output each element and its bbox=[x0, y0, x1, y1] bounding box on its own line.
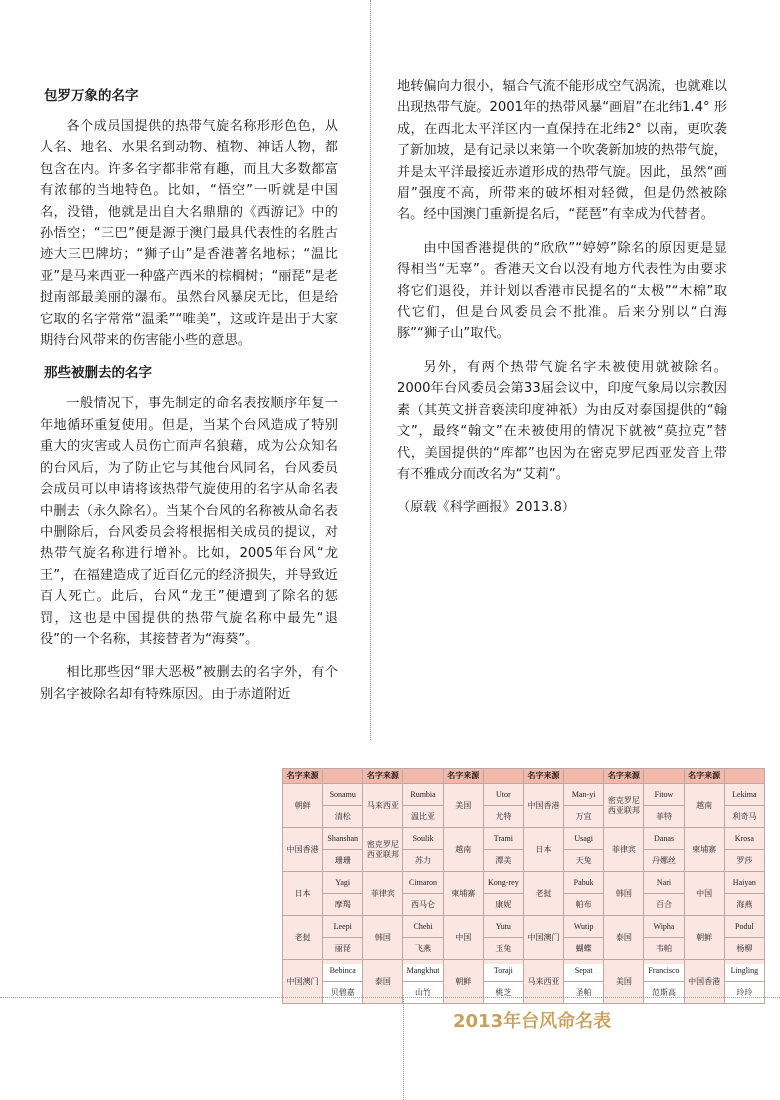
english-name-cell: Rumbia bbox=[403, 784, 443, 806]
name-source-cell: 中国香港 bbox=[523, 784, 563, 828]
name-source-cell: 泰国 bbox=[363, 960, 403, 1004]
typhoon-name-table bbox=[282, 768, 765, 997]
english-name-cell: Sepat bbox=[564, 960, 604, 982]
chinese-name-cell: 珊珊 bbox=[323, 850, 363, 872]
paragraph: 由中国香港提供的“欣欣”“婷婷”除名的原因更是显得相当“无辜”。香港天文台以没有地方代表性为由要求将它们退役，并计划以香港市民提名的“太极”“木棉”取代它们，但是台风委员会不批准。后来分别以“白海豚”“狮子山”取代。 bbox=[397, 240, 727, 342]
english-name-cell: Fitow bbox=[644, 784, 684, 806]
english-name-cell: Soulik bbox=[403, 828, 443, 850]
chinese-name-cell: 苏力 bbox=[403, 850, 443, 872]
table-header-blank bbox=[564, 769, 604, 784]
section-heading-deleted-names: 那些被删去的名字 bbox=[44, 365, 152, 382]
table-header-source: 名字来源 bbox=[604, 769, 644, 784]
chinese-name-cell: 杨柳 bbox=[724, 938, 764, 960]
chinese-name-cell: 山竹 bbox=[403, 982, 443, 1004]
paragraph: 另外，有两个热带气旋名字未被使用就被除名。2000年台风委员会第33届会议中，印度气象局以宗教因素（其英文拼音亵渎印度神祇）为由反对泰国提供的“翰文”，最终“翰文”在未被使用的情况下就被“莫拉克”替代，美国提供的“库都”也因为在密克罗尼西亚发音上带有不雅成分而改名为“艾莉”。 bbox=[397, 359, 727, 482]
table-header-row bbox=[283, 769, 765, 784]
chinese-name-cell: 罗莎 bbox=[724, 850, 764, 872]
bottom-divider bbox=[0, 997, 780, 998]
english-name-cell: Podul bbox=[724, 916, 764, 938]
english-name-cell: Danas bbox=[644, 828, 684, 850]
english-name-cell: Chebi bbox=[403, 916, 443, 938]
name-source-cell: 中国 bbox=[684, 872, 724, 916]
english-name-cell: Usagi bbox=[564, 828, 604, 850]
name-source-cell: 美国 bbox=[604, 960, 644, 1004]
bottom-vertical-divider bbox=[403, 995, 404, 1100]
english-name-cell: Leepi bbox=[323, 916, 363, 938]
paragraph: 各个成员国提供的热带气旋名称形形色色，从人名、地名、水果名到动物、植物、神话人物，都包含在内。许多名字都非常有趣，而且大多数都富有浓郁的当地特色。比如，“悟空”一听就是中国名，没错，他就是出自大名鼎鼎的《西游记》中的孙悟空；“三巴”便是源于澳门最具代表性的名胜古迹大三巴牌坊；“狮子山”是香港著名地标；“温比亚”是马来西亚一种盛产西米的棕榈树；“丽琵”是老挝南部最美丽的瀑布。虽然台风暴戾无比，但是给它取的名字常常“温柔”“唯美”，这或许是出于大家期待台风带来的伤害能小些的意思。 bbox=[40, 119, 338, 349]
chinese-name-cell: 丹娜丝 bbox=[644, 850, 684, 872]
table-header-source: 名字来源 bbox=[443, 769, 483, 784]
english-name-cell: Lingling bbox=[724, 960, 764, 982]
name-source-cell: 朝鲜 bbox=[443, 960, 483, 1004]
english-name-cell: Toraji bbox=[483, 960, 523, 982]
english-name-cell: Cimaron bbox=[403, 872, 443, 894]
name-source-cell: 朝鲜 bbox=[283, 784, 323, 828]
name-source-cell: 柬埔寨 bbox=[684, 828, 724, 872]
name-source-cell: 老挝 bbox=[283, 916, 323, 960]
name-source-cell: 韩国 bbox=[604, 872, 644, 916]
name-source-cell: 菲律宾 bbox=[363, 872, 403, 916]
paragraph: 相比那些因“罪大恶极”被删去的名字外，有个别名字被除名却有特殊原因。由于赤道附近 bbox=[40, 665, 338, 702]
name-source-cell: 韩国 bbox=[363, 916, 403, 960]
table-row bbox=[283, 828, 765, 850]
name-source-cell: 老挝 bbox=[523, 872, 563, 916]
english-name-cell: Yagi bbox=[323, 872, 363, 894]
paragraph-continued: 地转偏向力很小，辐合气流不能形成空气涡流，也就难以出现热带气旋。2001年的热带风暴“画眉”在北纬1.4° 形成，在西北太平洋区内一直保持在北纬2° 以南，更吹袭了新加坡，是有记录以来第一个吹袭新加坡的热带气旋，并是太平洋最接近赤道形成的热带气旋。因此，虽然“画眉”强度不高，所带来的破坏相对轻微，但是仍然被除名。经中国澳门重新提名后，“琵琶”有幸成为代替者。 bbox=[397, 79, 727, 223]
chinese-name-cell: 百合 bbox=[644, 894, 684, 916]
chinese-name-cell: 范斯高 bbox=[644, 982, 684, 1004]
table-header-blank bbox=[644, 769, 684, 784]
chinese-name-cell: 温比亚 bbox=[403, 806, 443, 828]
name-source-cell: 中国澳门 bbox=[283, 960, 323, 1004]
name-source-cell: 中国香港 bbox=[283, 828, 323, 872]
chinese-name-cell: 康妮 bbox=[483, 894, 523, 916]
chinese-name-cell: 万宜 bbox=[564, 806, 604, 828]
english-name-cell: Krosa bbox=[724, 828, 764, 850]
chinese-name-cell: 韦帕 bbox=[644, 938, 684, 960]
table-header-source: 名字来源 bbox=[363, 769, 403, 784]
english-name-cell: Sonamu bbox=[323, 784, 363, 806]
english-name-cell: Francisco bbox=[644, 960, 684, 982]
chinese-name-cell: 玉兔 bbox=[483, 938, 523, 960]
name-source-cell: 马来西亚 bbox=[523, 960, 563, 1004]
name-source-cell: 日本 bbox=[523, 828, 563, 872]
table-header-source: 名字来源 bbox=[283, 769, 323, 784]
name-source-cell: 中国澳门 bbox=[523, 916, 563, 960]
english-name-cell: Shanshan bbox=[323, 828, 363, 850]
chinese-name-cell: 菲特 bbox=[644, 806, 684, 828]
typhoon-table bbox=[282, 768, 765, 1004]
name-source-cell: 菲律宾 bbox=[604, 828, 644, 872]
article-right-column bbox=[397, 76, 727, 531]
table-row bbox=[283, 916, 765, 938]
chinese-name-cell: 丽琵 bbox=[323, 938, 363, 960]
chinese-name-cell: 摩羯 bbox=[323, 894, 363, 916]
table-header-source: 名字来源 bbox=[523, 769, 563, 784]
paragraph: 一般情况下，事先制定的命名表按顺序年复一年地循环重复使用。但是，当某个台风造成了特别重大的灾害或人员伤亡而声名狼藉，成为公众知名的台风后，为了防止它与其他台风同名，台风委员会成员可以申请将该热带气旋使用的名字从命名表中删去（永久除名）。当某个台风的名称被从命名表中删除后，台风委员会将根据相关成员的提议，对热带气旋名称进行增补。比如，2005年台风“龙王”，在福建造成了近百亿元的经济损失，并导致近百人死亡。此后，台风“龙王”便遭到了除名的惩罚，这也是中国提供的热带气旋名称中最先“退役”的一个名称，其接替者为“海葵”。 bbox=[40, 396, 338, 647]
table-header-blank bbox=[724, 769, 764, 784]
name-source-cell: 柬埔寨 bbox=[443, 872, 483, 916]
chinese-name-cell: 桃芝 bbox=[483, 982, 523, 1004]
english-name-cell: Wipha bbox=[644, 916, 684, 938]
table-row bbox=[283, 960, 765, 982]
name-source-cell: 马来西亚 bbox=[363, 784, 403, 828]
english-name-cell: Haiyan bbox=[724, 872, 764, 894]
name-source-cell: 密克罗尼西亚联邦 bbox=[363, 828, 403, 872]
english-name-cell: Mangkhut bbox=[403, 960, 443, 982]
chinese-name-cell: 清松 bbox=[323, 806, 363, 828]
chinese-name-cell: 海燕 bbox=[724, 894, 764, 916]
english-name-cell: Bebinca bbox=[323, 960, 363, 982]
chinese-name-cell: 飞燕 bbox=[403, 938, 443, 960]
english-name-cell: Man-yi bbox=[564, 784, 604, 806]
chinese-name-cell: 蝴蝶 bbox=[564, 938, 604, 960]
english-name-cell: Yutu bbox=[483, 916, 523, 938]
table-header-blank bbox=[483, 769, 523, 784]
table-row bbox=[283, 872, 765, 894]
name-source-cell: 美国 bbox=[443, 784, 483, 828]
article-left-column bbox=[40, 76, 338, 717]
name-source-cell: 泰国 bbox=[604, 916, 644, 960]
chinese-name-cell: 帕布 bbox=[564, 894, 604, 916]
source-note: （原载《科学画报》2013.8） bbox=[397, 500, 576, 516]
chinese-name-cell: 潭美 bbox=[483, 850, 523, 872]
name-source-cell: 中国香港 bbox=[684, 960, 724, 1004]
chinese-name-cell: 西马仑 bbox=[403, 894, 443, 916]
table-row bbox=[283, 784, 765, 806]
chinese-name-cell: 玲玲 bbox=[724, 982, 764, 1004]
english-name-cell: Wutip bbox=[564, 916, 604, 938]
english-name-cell: Pabuk bbox=[564, 872, 604, 894]
table-header-blank bbox=[403, 769, 443, 784]
english-name-cell: Nari bbox=[644, 872, 684, 894]
chinese-name-cell: 圣帕 bbox=[564, 982, 604, 1004]
english-name-cell: Kong-rey bbox=[483, 872, 523, 894]
name-source-cell: 中国 bbox=[443, 916, 483, 960]
name-source-cell: 越南 bbox=[443, 828, 483, 872]
table-caption: 2013年台风命名表 bbox=[453, 1011, 612, 1032]
column-divider bbox=[370, 0, 371, 740]
table-header-source: 名字来源 bbox=[684, 769, 724, 784]
chinese-name-cell: 尤特 bbox=[483, 806, 523, 828]
name-source-cell: 越南 bbox=[684, 784, 724, 828]
chinese-name-cell: 利奇马 bbox=[724, 806, 764, 828]
english-name-cell: Lekima bbox=[724, 784, 764, 806]
chinese-name-cell: 天兔 bbox=[564, 850, 604, 872]
chinese-name-cell: 贝碧嘉 bbox=[323, 982, 363, 1004]
english-name-cell: Utor bbox=[483, 784, 523, 806]
name-source-cell: 密克罗尼西亚联邦 bbox=[604, 784, 644, 828]
english-name-cell: Trami bbox=[483, 828, 523, 850]
name-source-cell: 日本 bbox=[283, 872, 323, 916]
section-heading-names: 包罗万象的名字 bbox=[44, 88, 139, 104]
table-header-blank bbox=[323, 769, 363, 784]
name-source-cell: 朝鲜 bbox=[684, 916, 724, 960]
